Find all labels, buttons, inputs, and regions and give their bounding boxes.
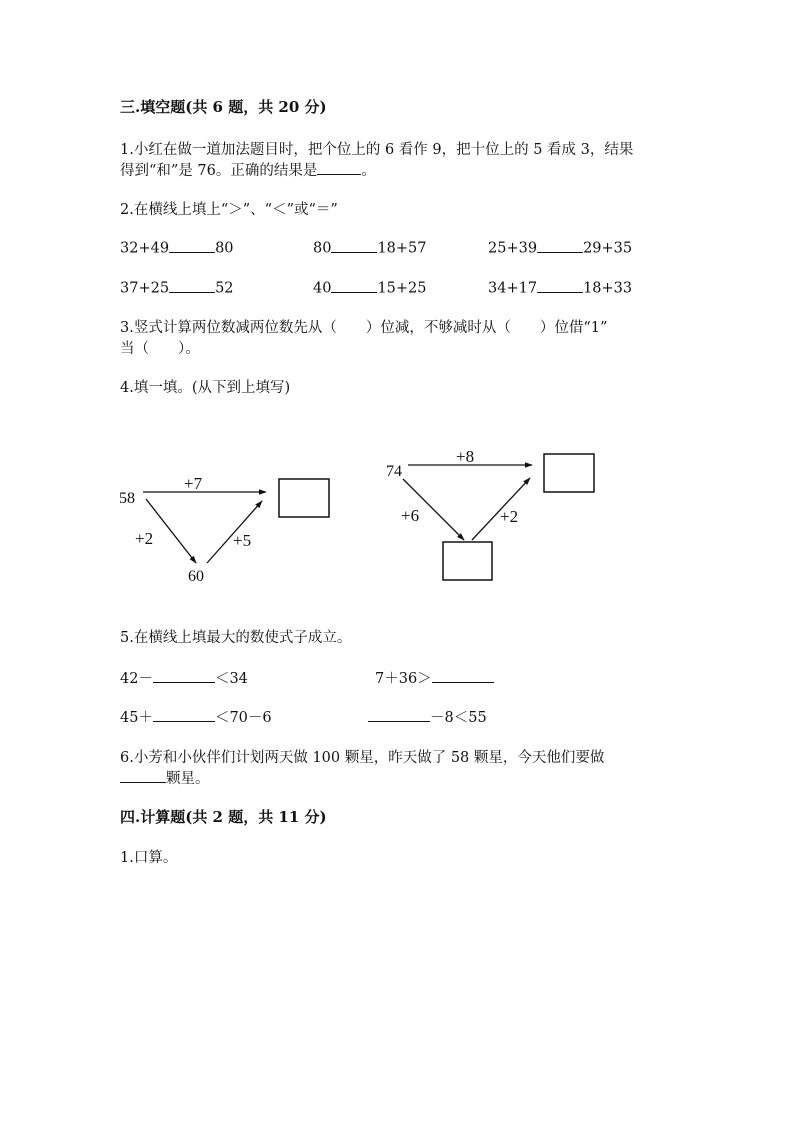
- q5-blank-4[interactable]: [368, 707, 430, 723]
- q2-item-5: 40 15+25: [313, 277, 427, 297]
- q6-answer-blank[interactable]: [120, 768, 166, 784]
- q5-item-1: 42－ ＜34: [120, 667, 248, 688]
- section4-q1: 1.口算。: [120, 850, 178, 866]
- d2-top-answer-box[interactable]: [544, 454, 594, 492]
- d2-left-op: +6: [401, 506, 420, 525]
- q2-item-6: 34+17 18+33: [488, 277, 632, 297]
- q2-item-2: 80 18+57: [313, 237, 427, 257]
- q1-line1: 1.小红在做一道加法题目时，把个位上的 6 看作 9，把十位上的 5 看成 3，结果: [120, 142, 634, 158]
- q5-item-2: 7＋36＞: [375, 667, 494, 688]
- q5-blank-2[interactable]: [432, 668, 494, 684]
- q5-instruction: 5.在横线上填最大的数使式子成立。: [120, 630, 352, 646]
- q3-line1: 3.竖式计算两位数减两位数先从（ ）位减，不够减时从（ ）位借“1”: [120, 320, 608, 336]
- diagram-1: [119, 474, 329, 585]
- diagram-2: [386, 447, 594, 580]
- d2-start: 74: [386, 463, 402, 480]
- d1-left-op: +2: [135, 529, 154, 548]
- q4-instruction: 4.填一填。(从下到上填写): [120, 380, 291, 396]
- d1-right-op: +5: [233, 531, 252, 550]
- q5-item-4: －8＜55: [368, 706, 487, 727]
- q2-item-4: 37+25 52: [120, 277, 234, 297]
- section3-title: 三.填空题(共 6 题，共 20 分): [120, 98, 327, 116]
- section4-title: 四.计算题(共 2 题，共 11 分): [120, 808, 327, 826]
- q5-item-3: 45＋ ＜70－6: [120, 706, 272, 727]
- d1-start: 58: [119, 490, 135, 507]
- d2-bottom-answer-box[interactable]: [443, 542, 492, 580]
- q6-line1: 6.小芳和小伙伴们计划两天做 100 颗星，昨天做了 58 颗星，今天他们要做: [120, 750, 605, 766]
- d2-top-op: +8: [456, 447, 475, 466]
- d1-top-op: +7: [184, 474, 203, 493]
- q2-item-1: 32+49 80: [120, 237, 234, 257]
- q5-blank-1[interactable]: [153, 668, 215, 684]
- d1-left-arrow: [146, 499, 196, 563]
- q1-line2-suffix: 。: [361, 163, 376, 179]
- q2-item-3: 25+39 29+35: [488, 237, 632, 257]
- q5-blank-3[interactable]: [153, 707, 215, 723]
- q2-instruction: 2.在横线上填上“＞”、“＜”或“＝”: [120, 202, 338, 218]
- q1-line2-prefix: 得到“和”是 76。正确的结果是: [120, 163, 318, 179]
- d2-right-op: +2: [500, 507, 519, 526]
- d1-answer-box[interactable]: [279, 479, 329, 517]
- q6-line2: 颗星。: [120, 767, 210, 788]
- d1-bottom: 60: [188, 568, 204, 585]
- q3-line2: 当（ ）。: [120, 341, 200, 357]
